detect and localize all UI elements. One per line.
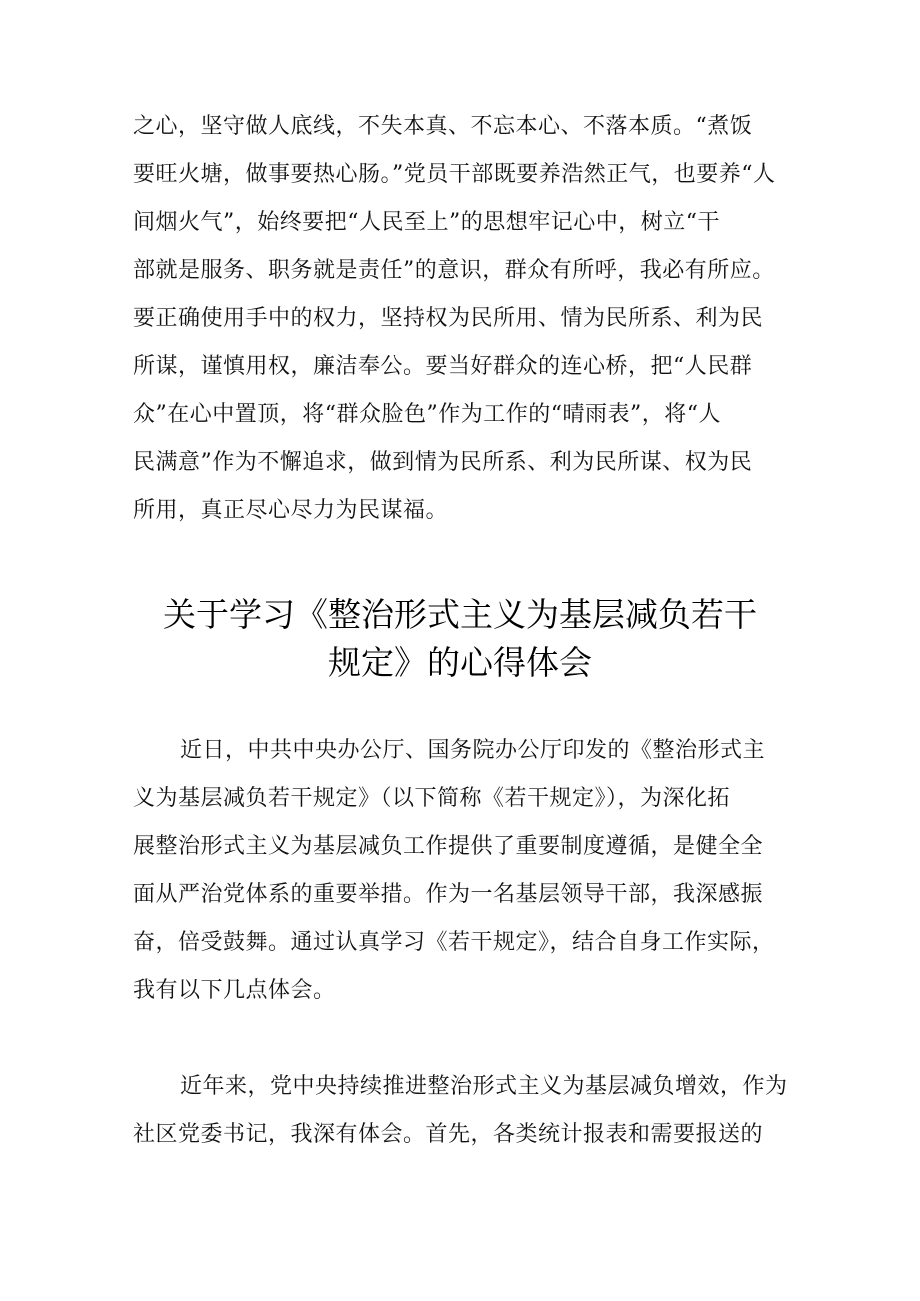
text-line: 面从严治党体系的重要举措。作为一名基层领导干部，我深感振 xyxy=(133,882,764,907)
text-line: 间烟火气”，始终要把“人民至上”的思想牢记心中，树立“干 xyxy=(133,210,720,235)
text-line: 要旺火塘，做事要热心肠。”党员干部既要养浩然正气，也要养“人 xyxy=(133,162,776,187)
text-line: 近日，中共中央办公厅、国务院办公厅印发的《整治形式主 xyxy=(180,738,766,763)
text-line: 所用，真正尽心尽力为民谋福。 xyxy=(133,498,449,523)
text-line: 民满意”作为不懈追求，做到情为民所系、利为民所谋、权为民 xyxy=(133,450,753,475)
text-line: 要正确使用手中的权力，坚持权为民所用、情为民所系、利为民 xyxy=(133,306,764,331)
title-line-2: 规定》的心得体会 xyxy=(328,643,592,682)
text-line: 众”在心中置顶，将“群众脸色”作为工作的“晴雨表”，将“人 xyxy=(133,402,721,427)
text-line: 部就是服务、职务就是责任”的意识，群众有所呼，我必有所应。 xyxy=(133,258,775,283)
title-line-1: 关于学习《整治形式主义为基层减负若干 xyxy=(163,595,757,634)
text-line: 奋，倍受鼓舞。通过认真学习《若干规定》，结合自身工作实际， xyxy=(133,930,775,955)
text-line: 我有以下几点体会。 xyxy=(133,978,336,1003)
text-line: 近年来，党中央持续推进整治形式主义为基层减负增效，作为 xyxy=(180,1074,788,1099)
text-line: 所谋，谨慎用权，廉洁奉公。要当好群众的连心桥，把“人民群 xyxy=(133,354,753,379)
text-line: 社区党委书记，我深有体会。首先，各类统计报表和需要报送的 xyxy=(133,1122,764,1147)
text-line: 之心，坚守做人底线，不失本真、不忘本心、不落本质。“煮饭 xyxy=(133,114,753,139)
text-line: 义为基层减负若干规定》（以下简称《若干规定》），为深化拓 xyxy=(133,786,731,811)
text-line: 展整治形式主义为基层减负工作提供了重要制度遵循，是健全全 xyxy=(133,834,764,859)
